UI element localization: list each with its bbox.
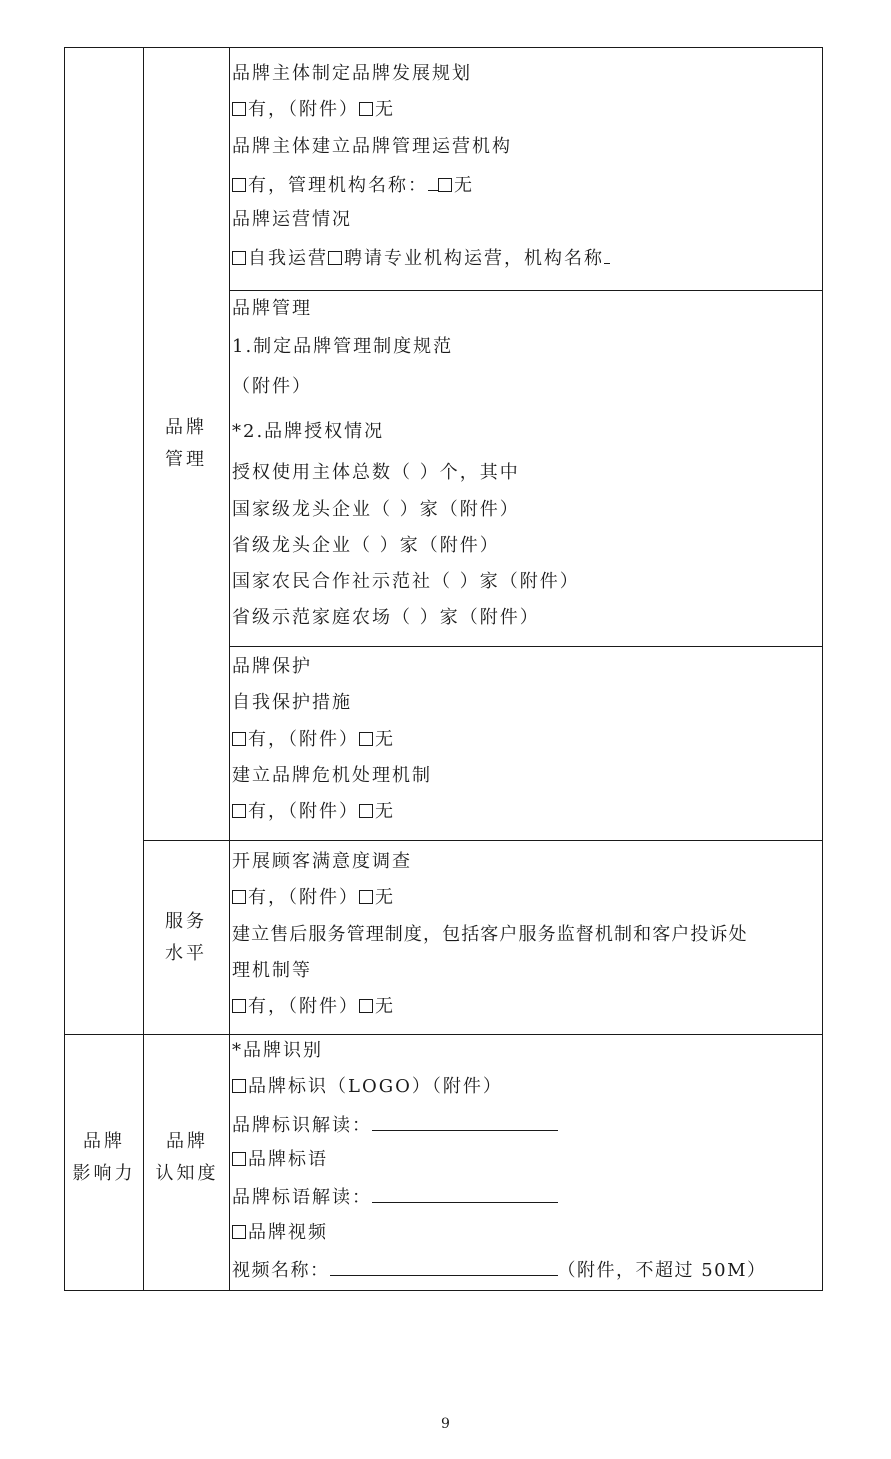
option-row [232,98,395,122]
text-line: *品牌识别 [232,1040,323,1061]
field-label: 品牌标语解读： [232,1187,372,1208]
row-divider [64,1034,823,1035]
label-line: 管理 [165,449,207,470]
field-row [232,1112,558,1138]
checkbox[interactable] [232,102,246,116]
option-row [232,800,395,824]
option-row [232,1075,503,1099]
option-label: 无 [375,801,395,822]
option-label: 有，（附件） [248,99,359,120]
option-label: 有，（附件） [248,887,359,908]
checkbox[interactable] [232,251,246,265]
option-row [232,886,395,910]
label-line: 品牌 [166,1131,208,1152]
text-line: 国家级龙头企业（ ）家（附件） [232,499,520,520]
row-divider [229,290,823,291]
text-line: 理机制等 [232,960,312,981]
text-line: 品牌运营情况 [232,209,352,230]
category-label-brand-influence [66,1126,142,1190]
checkbox[interactable] [232,1079,246,1093]
text-line: 品牌管理 [232,298,312,319]
option-label: 有，管理机构名称： [248,175,428,196]
option-label: 自我运营 [248,248,328,269]
option-row [232,995,395,1019]
label-line: 品牌 [83,1131,125,1152]
checkbox[interactable] [359,999,373,1013]
table-divider-col1 [143,47,144,1291]
video-name-input[interactable] [330,1257,558,1276]
option-label: 无 [454,175,474,196]
label-line: 水平 [165,943,207,964]
checkbox[interactable] [359,804,373,818]
page-number: 9 [441,1416,450,1432]
checkbox[interactable] [232,732,246,746]
option-label: 品牌标语 [248,1149,328,1170]
checkbox[interactable] [232,1225,246,1239]
field-note: （附件，不超过 50M） [557,1260,767,1281]
option-label: 无 [375,996,395,1017]
checkbox[interactable] [232,178,246,192]
category-label-service-level [150,906,222,970]
row-divider [143,840,823,841]
text-line: （附件） [232,376,312,397]
option-label: 有，（附件） [248,996,359,1017]
text-line: 自我保护措施 [232,692,352,713]
field-row [232,1257,767,1283]
label-line: 品牌 [165,417,207,438]
text-line: 品牌保护 [232,656,312,677]
text-line: 省级龙头企业（ ）家（附件） [232,535,500,556]
category-label-brand-awareness [146,1126,228,1190]
checkbox[interactable] [359,890,373,904]
slogan-interpretation-input[interactable] [372,1184,558,1203]
table-divider-col2 [229,47,230,1291]
text-line: 省级示范家庭农场（ ）家（附件） [232,607,540,628]
option-row [232,1221,328,1245]
checkbox[interactable] [232,804,246,818]
checkbox[interactable] [359,732,373,746]
label-line: 影响力 [72,1163,136,1184]
text-line: *2.品牌授权情况 [232,421,385,442]
option-label: 品牌视频 [248,1222,328,1243]
option-label: 有，（附件） [248,729,359,750]
label-line: 认知度 [155,1163,219,1184]
option-row [232,728,395,752]
table-border-bottom [64,1290,823,1291]
table-border-right [822,47,823,1291]
label-line: 服务 [165,911,207,932]
checkbox[interactable] [359,102,373,116]
text-line: 品牌主体制定品牌发展规划 [232,63,472,84]
category-label-brand-management [150,412,222,476]
option-row [232,245,610,271]
option-row [232,1148,328,1172]
text-line: 1.制定品牌管理制度规范 [232,336,454,357]
field-row [232,1184,558,1210]
text-line: 国家农民合作社示范社（ ）家（附件） [232,571,580,592]
table-border-left [64,47,65,1291]
checkbox[interactable] [328,251,342,265]
text-line: 开展顾客满意度调查 [232,851,412,872]
fill-blank[interactable] [428,172,438,191]
option-label: 有，（附件） [248,801,359,822]
option-label: 品牌标识（LOGO）（附件） [248,1076,503,1097]
checkbox[interactable] [232,1152,246,1166]
fill-blank[interactable] [604,245,610,264]
option-label: 无 [375,99,395,120]
option-row [232,172,474,198]
checkbox[interactable] [232,890,246,904]
checkbox[interactable] [438,178,452,192]
text-line: 建立售后服务管理制度，包括客户服务监督机制和客户投诉处 [232,924,748,945]
row-divider [229,646,823,647]
text-line: 品牌主体建立品牌管理运营机构 [232,136,512,157]
logo-interpretation-input[interactable] [372,1112,558,1131]
field-label: 视频名称： [232,1260,330,1281]
option-label: 无 [375,729,395,750]
text-line: 建立品牌危机处理机制 [232,765,432,786]
checkbox[interactable] [232,999,246,1013]
option-label: 无 [375,887,395,908]
table-border-top [64,47,823,48]
field-label: 品牌标识解读： [232,1115,372,1136]
text-line: 授权使用主体总数（ ）个，其中 [232,462,520,483]
option-label: 聘请专业机构运营，机构名称 [344,248,604,269]
